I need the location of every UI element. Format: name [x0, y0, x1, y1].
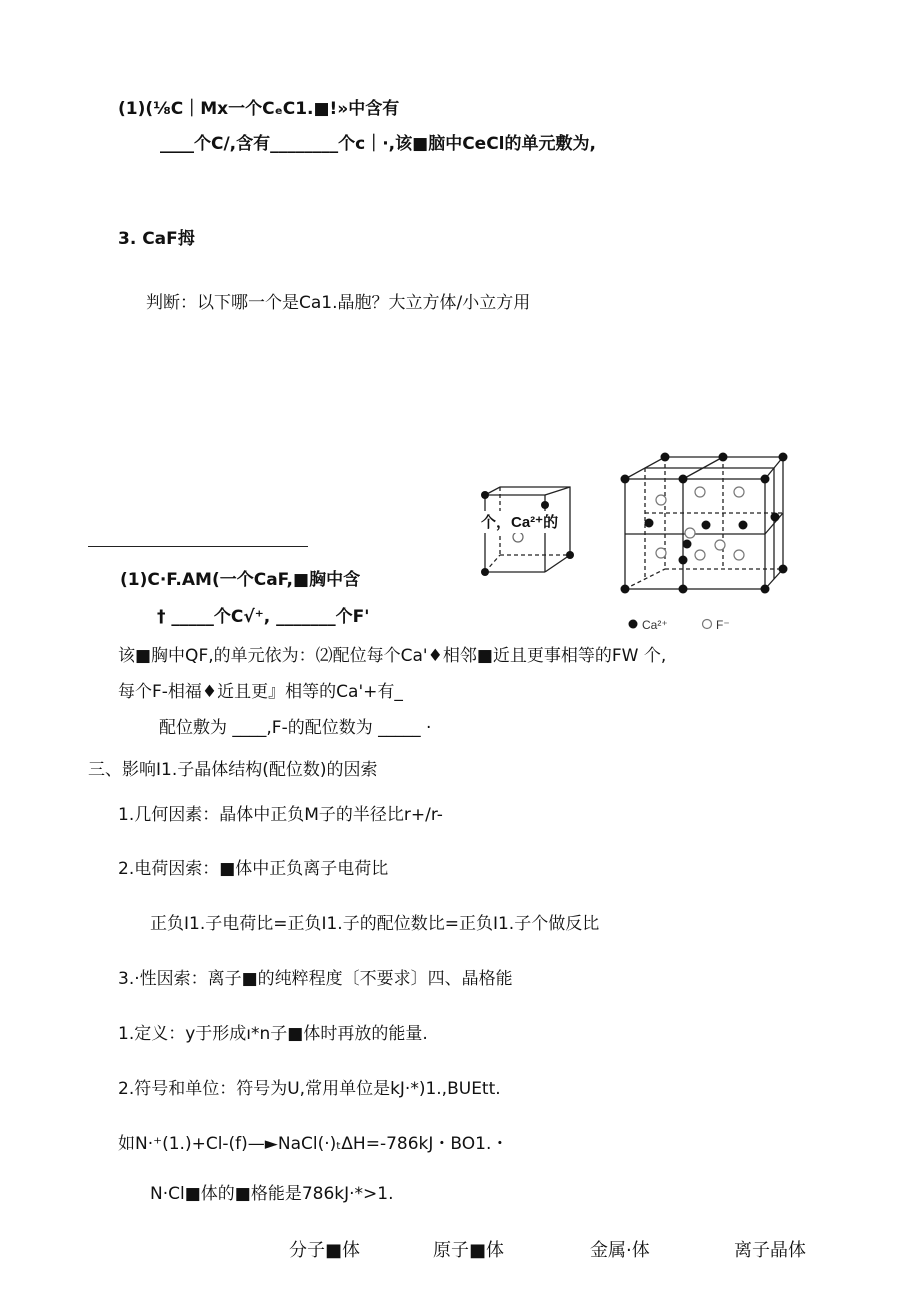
table-header-molecular: 分子■体 — [289, 1240, 361, 1261]
text-line-2: ____个C/,含有________个c｜·,该■脑中CeCl的单元敷为, — [160, 134, 596, 154]
text-line-13: 正负I1.子电荷比=正负I1.子的配位数比=正负I1.子个做反比 — [150, 914, 600, 934]
text-line-4: 判断：以下哪一个是Ca1.晶胞？大立方体/小立方用 — [146, 293, 531, 313]
text-line-3: 3. CaF拇 — [118, 229, 195, 249]
text-line-9: 配位敷为 ____,F-的配位数为 _____ · — [159, 718, 432, 738]
section-heading-3: 三、影响I1.子晶体结构(配位数)的因索 — [88, 760, 378, 780]
large-cube-diagram — [605, 445, 810, 645]
small-cube-label: 个，Ca²⁺的 — [481, 514, 559, 531]
text-line-14: 3.·性因索：离子■的纯粹程度〔不要求〕四、晶格能 — [118, 969, 513, 989]
text-line-6: † _____个C√⁺, _______个F' — [157, 607, 370, 627]
table-header-atomic: 原子■体 — [433, 1240, 505, 1261]
small-cube-diagram — [470, 480, 590, 585]
legend-ca-label: Ca²⁺ — [642, 618, 668, 632]
text-line-8: 每个F-相福♦近且更』相等的Ca'+有_ — [118, 682, 403, 702]
blank-underline — [88, 546, 308, 547]
text-line-18: N·Cl■体的■格能是786kJ·*>1. — [150, 1184, 394, 1204]
text-line-5: (1)C·F.AM(一个CaF,■胸中含 — [120, 570, 361, 590]
text-line-16: 2.符号和单位：符号为U,常用单位是kJ·*)1.,BUEtt. — [118, 1079, 501, 1099]
table-header-ionic: 离子晶体 — [734, 1240, 806, 1261]
table-header-metallic: 金属·体 — [590, 1240, 650, 1261]
text-line-12: 2.电荷因索：■体中正负离子电荷比 — [118, 859, 389, 879]
text-line-11: 1.几何因素：晶体中正负M子的半径比r+/r- — [118, 805, 443, 825]
text-line-1: (1)(⅛C｜Mx一个CₑC1.■!»中含有 — [118, 99, 400, 119]
text-line-7: 该■胸中QF,的单元依为：⑵配位每个Ca'♦相邻■近且更事相等的FW 个, — [118, 646, 667, 666]
text-line-15: 1.定义：y于形成ı*n子■体时再放的能量. — [118, 1024, 428, 1044]
text-line-17: 如N·⁺(1.)+Cl-(f)—►NaCl(·)ₜΔH=-786kJ・BO1.・ — [118, 1134, 509, 1154]
legend-f-marker — [703, 620, 712, 629]
legend-f-label: F⁻ — [716, 618, 730, 632]
legend-ca-marker — [629, 620, 638, 629]
